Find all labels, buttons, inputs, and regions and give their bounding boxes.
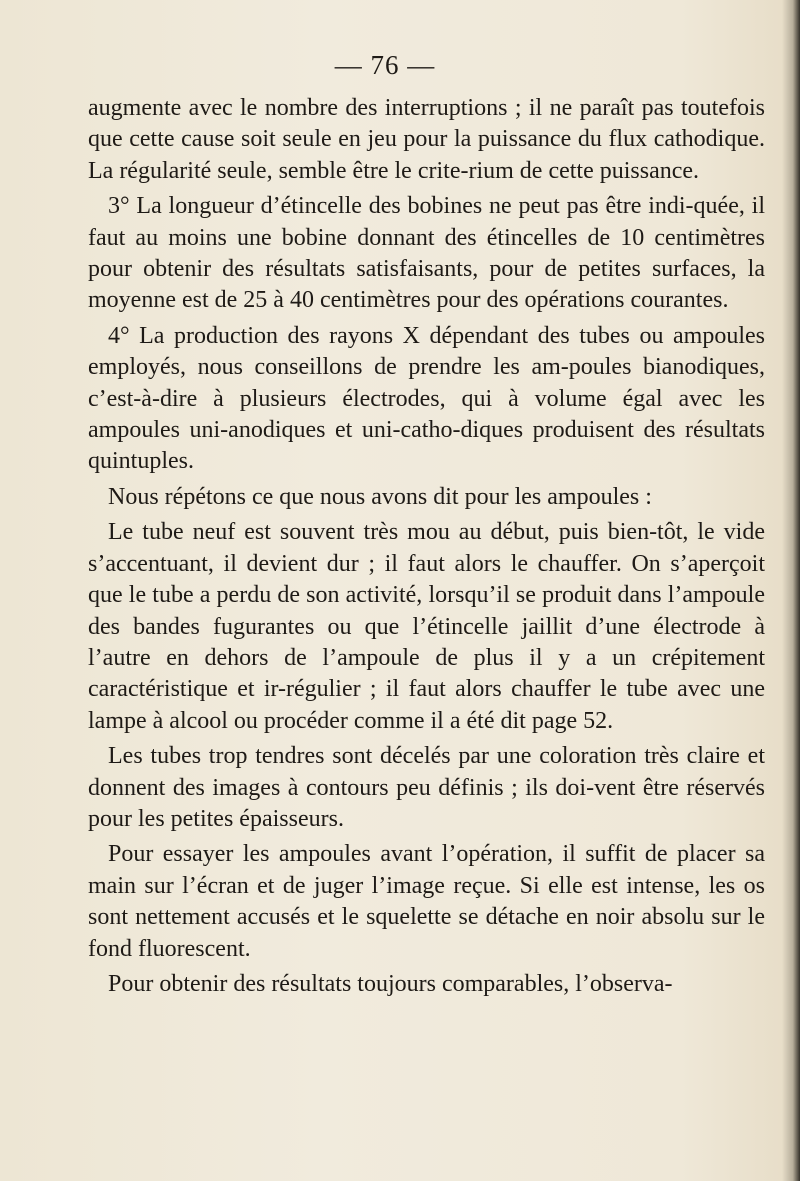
paragraph-3: 4° La production des rayons X dépendant des tubes ou ampoules employés, nous conseillons de prendre les am-poules bianodiques, c’est-à-dire à plusieurs électrodes, qui à volume égal avec les ampoules uni-anodiques et uni-catho-diques produisent des résultats quintuples. — [88, 322, 765, 475]
paragraph-7: Pour essayer les ampoules avant l’opération, il suffit de placer sa main sur l’écran et de juger l’image reçue. Si elle est intense, les os sont nettement accusés et le squelette se détache en noir absolu sur le fond fluorescent. — [88, 841, 765, 962]
paragraph-4: Nous répétons ce que nous avons dit pour les ampoules : — [108, 483, 652, 510]
page-edge-shadow — [782, 0, 800, 1181]
paragraph-1: augmente avec le nombre des interruptions ; il ne paraît pas toutefois que cette cause soit seule en jeu pour la puissance du flux cathodique. La régularité seule, semble être le crite-rium de cette puissance. — [88, 95, 765, 184]
paragraph-8: Pour obtenir des résultats toujours comparables, l’observa- — [108, 970, 673, 997]
paragraph-2: 3° La longueur d’étincelle des bobines ne peut pas être indi-quée, il faut au moins une bobine donnant des étincelles de 10 centimètres pour obtenir des résultats satisfaisants, pour de petites surfaces, la moyenne est de 25 à 40 centimètres pour des opérations courantes. — [88, 193, 765, 314]
body-text — [88, 93, 765, 1004]
page-number: — 76 — — [334, 50, 436, 80]
paragraph-5: Le tube neuf est souvent très mou au début, puis bien-tôt, le vide s’accentuant, il devient dur ; il faut alors le chauffer. On s’aperçoit que le tube a perdu de son activité, lorsqu’il se produit dans l’ampoule des bandes fugurantes ou que l’étincelle jaillit d’une électrode à l’autre en dehors de l’ampoule de plus il y a un crépitement caractéristique et ir-régulier ; il faut alors chauffer le tube avec une lampe à alcool ou procéder comme il a été dit page 52. — [88, 519, 765, 734]
paragraph-6: Les tubes trop tendres sont décelés par une coloration très claire et donnent des images à contours peu définis ; ils doi-vent être réservés pour les petites épaisseurs. — [88, 743, 765, 832]
